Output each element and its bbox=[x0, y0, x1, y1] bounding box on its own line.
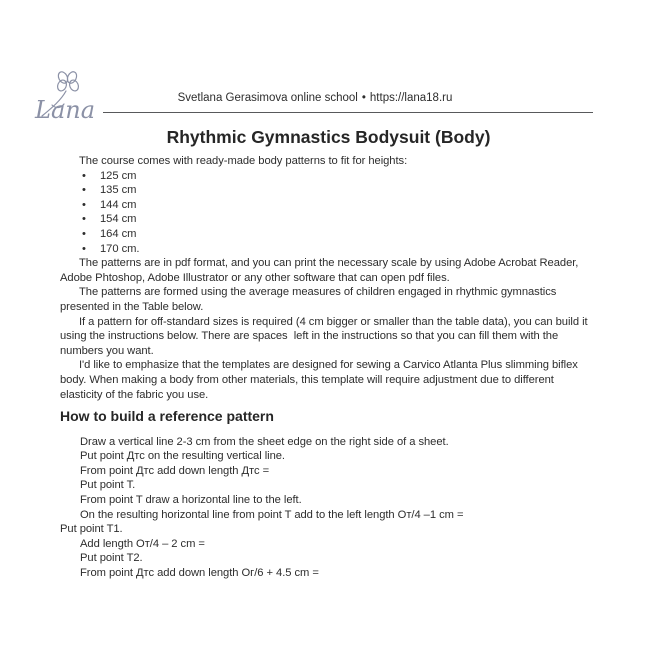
page-header bbox=[103, 91, 527, 105]
instruction-step: Put point Дтс on the resulting vertical line. bbox=[80, 450, 285, 463]
bullet-icon: • bbox=[82, 242, 86, 255]
header-divider bbox=[103, 112, 593, 113]
list-item bbox=[60, 212, 597, 227]
height-value: 164 cm bbox=[100, 227, 137, 240]
instruction-step: From point Дтс add down length Дтс = bbox=[80, 464, 270, 477]
school-name: Svetlana Gerasimova online school bbox=[177, 92, 358, 104]
instruction-step: Put point T. bbox=[80, 479, 136, 492]
section-heading: How to build a reference pattern bbox=[60, 407, 274, 424]
paragraph: I'd like to emphasize that the templates are designed for sewing a Carvico Atlanta Plus slimming biflex body. When making a body from other materials, this template will require adjustment due to different elasticity of the fabric you use. bbox=[60, 359, 581, 401]
instruction-step: Put point T2. bbox=[80, 552, 143, 565]
list-item bbox=[60, 183, 597, 198]
bullet-icon: • bbox=[82, 198, 86, 211]
paragraph: If a pattern for off-standard sizes is required (4 cm bigger or smaller than the table data), you can build it using the instructions below. There are spaces left in the instructions so that you can fill them with the numbers you want. bbox=[60, 315, 591, 357]
instruction-step: Put point T1. bbox=[60, 523, 123, 536]
height-value: 125 cm bbox=[100, 169, 137, 182]
bullet-icon: • bbox=[82, 169, 86, 182]
lana-logo bbox=[34, 68, 110, 122]
header-separator: • bbox=[361, 92, 366, 104]
document-title: Rhythmic Gymnastics Bodysuit (Body) bbox=[166, 127, 491, 147]
bullet-icon: • bbox=[82, 227, 86, 240]
list-item bbox=[60, 169, 597, 184]
instruction-step: Draw a vertical line 2-3 cm from the sheet edge on the right side of a sheet. bbox=[80, 435, 449, 448]
height-value: 154 cm bbox=[100, 213, 137, 226]
height-value: 135 cm bbox=[100, 184, 137, 197]
list-item bbox=[60, 198, 597, 213]
instruction-step: On the resulting horizontal line from point T add to the left length От/4 –1 cm = bbox=[80, 508, 464, 521]
height-value: 144 cm bbox=[100, 198, 137, 211]
list-item bbox=[60, 227, 597, 242]
instruction-step: Add length От/4 – 2 cm = bbox=[80, 537, 205, 550]
heights-list bbox=[60, 169, 597, 257]
bullet-icon: • bbox=[82, 184, 86, 197]
list-item bbox=[60, 242, 597, 257]
document-body bbox=[60, 126, 597, 581]
instruction-step: From point T draw a horizontal line to the left. bbox=[80, 493, 302, 506]
paragraph: The patterns are in pdf format, and you can print the necessary scale by using Adobe Acrobat Reader, Adobe Phtoshop, Adobe Illustrator or any other software that can open pdf files. bbox=[60, 257, 581, 284]
intro-lead: The course comes with ready-made body patterns to fit for heights: bbox=[79, 155, 408, 167]
height-value: 170 cm. bbox=[100, 242, 140, 255]
instruction-step: From point Дтс add down length Ог/6 + 4.5 cm = bbox=[80, 566, 319, 579]
school-url[interactable]: https://lana18.ru bbox=[369, 92, 453, 104]
logo-wordmark: Lana bbox=[35, 96, 96, 122]
paragraph: The patterns are formed using the average measures of children engaged in rhythmic gymnastics presented in the Table below. bbox=[60, 286, 560, 313]
bullet-icon: • bbox=[82, 213, 86, 226]
